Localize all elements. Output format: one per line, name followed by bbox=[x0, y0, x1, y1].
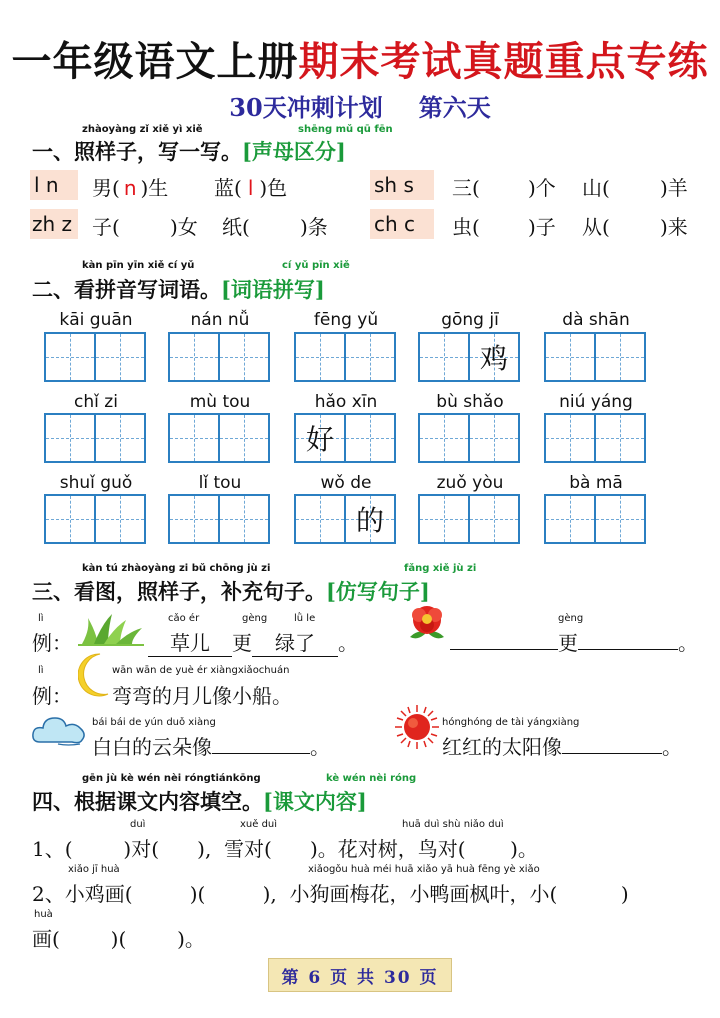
pair-zh-z: zh z bbox=[30, 209, 78, 239]
word-writing-box[interactable] bbox=[294, 413, 398, 463]
cloud-icon bbox=[30, 712, 88, 748]
q2-pinyin: hónghóng de tài yángxiàng bbox=[442, 717, 580, 728]
word-pinyin: wǒ de bbox=[320, 473, 372, 493]
writing-cell[interactable] bbox=[218, 494, 270, 544]
cell-character bbox=[96, 334, 144, 380]
q1-period: 。 bbox=[310, 735, 330, 759]
ex2-pinyin: wān wān de yuè ér xiàngxiǎochuán bbox=[112, 665, 290, 676]
cell-character bbox=[46, 334, 94, 380]
word-pinyin: zuǒ yòu bbox=[436, 473, 504, 493]
cell-character: 的 bbox=[355, 504, 384, 537]
ex1-word-caoer: 草儿 bbox=[148, 627, 232, 657]
flower-icon bbox=[404, 603, 450, 643]
writing-cell[interactable] bbox=[94, 332, 146, 382]
section2-heading bbox=[32, 274, 325, 304]
section4-heading bbox=[32, 786, 367, 816]
ex1-pinyin-caoer: cǎo ér bbox=[168, 613, 200, 624]
item-chong-post: )子 bbox=[528, 215, 556, 239]
ex1b-sentence bbox=[450, 627, 698, 656]
section3-heading-text: 三、看图，照样子，补充句子。 bbox=[32, 579, 326, 604]
subtitle-plan: 30天冲刺计划 bbox=[229, 93, 383, 122]
word-pinyin: bà mā bbox=[569, 473, 623, 493]
sun-icon bbox=[394, 704, 440, 750]
writing-cell[interactable] bbox=[344, 494, 396, 544]
line3-pinyin-hua: huà bbox=[34, 909, 53, 920]
section1-tag: [声母区分] bbox=[242, 139, 346, 164]
word-writing-box[interactable] bbox=[44, 332, 148, 382]
writing-cell[interactable] bbox=[544, 332, 596, 382]
writing-cell[interactable] bbox=[168, 332, 220, 382]
word-pinyin: gōng jī bbox=[441, 310, 499, 330]
writing-cell[interactable] bbox=[468, 494, 520, 544]
pair-ch-c: ch c bbox=[370, 209, 434, 239]
writing-cell[interactable] bbox=[44, 494, 96, 544]
writing-cell[interactable] bbox=[44, 332, 96, 382]
ex1-li-label: 例： bbox=[32, 631, 72, 655]
word-writing-box[interactable] bbox=[44, 413, 148, 463]
cell-character bbox=[170, 415, 218, 461]
ex1-sentence bbox=[148, 627, 358, 657]
item-zi-pre: 子( bbox=[92, 215, 120, 239]
item-zi-post: )女 bbox=[170, 215, 198, 239]
writing-cell[interactable] bbox=[344, 332, 396, 382]
cell-character bbox=[546, 496, 594, 542]
writing-cell[interactable] bbox=[168, 494, 220, 544]
writing-cell[interactable] bbox=[594, 332, 646, 382]
item-nan bbox=[92, 172, 168, 201]
item-nan-post: )生 bbox=[140, 176, 169, 200]
item-zhi-pre: 纸( bbox=[222, 215, 250, 239]
ex1-word-geng: 更 bbox=[232, 631, 252, 655]
ex1-pinyin-lule: lǜ le bbox=[294, 613, 316, 624]
ex1-period: 。 bbox=[338, 631, 358, 655]
word-pinyin: lǐ tou bbox=[198, 473, 242, 493]
writing-cell[interactable] bbox=[218, 332, 270, 382]
section4-tag: [课文内容] bbox=[263, 789, 367, 814]
item-lan-pre: 蓝( bbox=[214, 176, 242, 200]
word-writing-box[interactable] bbox=[168, 494, 272, 544]
writing-cell[interactable] bbox=[418, 494, 470, 544]
q2-period: 。 bbox=[662, 735, 682, 759]
writing-cell[interactable] bbox=[418, 413, 470, 463]
word-writing-box[interactable] bbox=[294, 332, 398, 382]
ex1b-pinyin-geng: gèng bbox=[558, 613, 584, 624]
ex1b-period: 。 bbox=[678, 631, 698, 655]
q1-sentence bbox=[92, 731, 330, 760]
word-writing-box[interactable] bbox=[544, 413, 648, 463]
ex1b-word-geng: 更 bbox=[558, 631, 578, 655]
pair-l-n: l n bbox=[30, 170, 78, 200]
line1-pinyin-xuedui: xuě duì bbox=[240, 819, 278, 830]
cell-character bbox=[346, 415, 394, 461]
word-writing-box[interactable] bbox=[294, 494, 398, 544]
writing-cell[interactable] bbox=[544, 494, 596, 544]
word-pinyin: bù shǎo bbox=[436, 392, 504, 412]
writing-cell[interactable] bbox=[594, 413, 646, 463]
word-writing-box[interactable] bbox=[544, 494, 648, 544]
cell-character bbox=[170, 496, 218, 542]
section2-heading-text: 二、看拼音写词语。 bbox=[32, 277, 221, 302]
writing-cell[interactable] bbox=[294, 494, 346, 544]
pair-sh-s: sh s bbox=[370, 170, 434, 200]
item-lan-post: )色 bbox=[259, 176, 288, 200]
cell-character bbox=[470, 415, 518, 461]
cell-character bbox=[170, 334, 218, 380]
section3-pinyin: kàn tú zhàoyàng zi bǔ chōng jù zi bbox=[82, 563, 271, 574]
word-pinyin: mù tou bbox=[189, 392, 251, 412]
section4-line2: 2、小鸡画( )( ), 小狗画梅花，小鸭画枫叶，小( ) bbox=[32, 882, 629, 906]
item-cong-post: )来 bbox=[660, 215, 688, 239]
writing-cell[interactable] bbox=[94, 413, 146, 463]
line1-pinyin-rest: huā duì shù niǎo duì bbox=[402, 819, 504, 830]
item-shan-post: )羊 bbox=[660, 176, 688, 200]
item-san-pre: 三( bbox=[452, 176, 480, 200]
writing-cell[interactable] bbox=[468, 413, 520, 463]
cell-character bbox=[470, 496, 518, 542]
ex1-word-lule: 绿了 bbox=[252, 627, 338, 657]
cell-character bbox=[546, 415, 594, 461]
q2-sentence bbox=[442, 731, 682, 760]
section2-tag: [词语拼写] bbox=[221, 277, 325, 302]
section1-heading-text: 一、照样子，写一写。 bbox=[32, 139, 242, 164]
word-writing-box[interactable] bbox=[44, 494, 148, 544]
item-chong-pre: 虫( bbox=[452, 215, 480, 239]
word-pinyin: chǐ zi bbox=[74, 392, 118, 412]
ex2-li-label: 例： bbox=[32, 684, 72, 708]
writing-cell[interactable] bbox=[44, 413, 96, 463]
line1-pinyin-dui: duì bbox=[130, 819, 146, 830]
section3-tag-pinyin: fǎng xiě jù zi bbox=[404, 563, 477, 574]
moon-icon bbox=[78, 652, 114, 698]
page-number-footer: 第 6 页 共 30 页 bbox=[268, 958, 452, 992]
grass-icon bbox=[78, 612, 146, 646]
section1-tag-pinyin: shēng mǔ qū fēn bbox=[298, 124, 393, 135]
writing-cell[interactable] bbox=[294, 332, 346, 382]
page-title bbox=[0, 30, 720, 87]
writing-cell[interactable] bbox=[418, 332, 470, 382]
section1-heading bbox=[32, 136, 346, 166]
cell-character: 好 bbox=[305, 423, 334, 456]
word-pinyin: fēng yǔ bbox=[313, 310, 379, 330]
q2-text: 红红的太阳像 bbox=[442, 735, 562, 759]
item-lan-answer: l bbox=[247, 176, 254, 200]
cell-character bbox=[296, 334, 344, 380]
word-pinyin: nán nǚ bbox=[190, 310, 250, 330]
word-writing-box[interactable] bbox=[418, 494, 522, 544]
writing-cell[interactable] bbox=[94, 494, 146, 544]
section4-line3: 画( )( )。 bbox=[32, 927, 205, 951]
line2-pinyin-xiaojihua: xiǎo jī huà bbox=[68, 864, 120, 875]
item-lan bbox=[214, 172, 287, 201]
section4-pinyin: gēn jù kè wén nèi róngtiánkōng bbox=[82, 773, 261, 784]
cell-character bbox=[220, 496, 268, 542]
title-part1: 一年级语文上册 bbox=[11, 38, 299, 85]
ex2-sentence: 弯弯的月儿像小船。 bbox=[112, 684, 292, 708]
ex1-pinyin-geng: gèng bbox=[242, 613, 268, 624]
section3-tag: [仿写句子] bbox=[326, 579, 430, 604]
cell-character bbox=[546, 334, 594, 380]
section3-heading bbox=[32, 576, 430, 606]
cell-character bbox=[420, 334, 468, 380]
item-zhi-post: )条 bbox=[300, 215, 328, 239]
line2-pinyin-rest: xiǎogǒu huà méi huā xiǎo yā huà fēng yè xiǎo bbox=[308, 864, 540, 875]
cell-character bbox=[96, 415, 144, 461]
word-writing-box[interactable] bbox=[544, 332, 648, 382]
writing-cell[interactable] bbox=[218, 413, 270, 463]
cell-character bbox=[596, 334, 644, 380]
cell-character bbox=[96, 496, 144, 542]
section2-tag-pinyin: cí yǔ pīn xiě bbox=[282, 260, 350, 271]
writing-cell[interactable] bbox=[294, 413, 346, 463]
word-writing-box[interactable] bbox=[168, 413, 272, 463]
cell-character bbox=[420, 496, 468, 542]
item-nan-pre: 男( bbox=[92, 176, 120, 200]
ex2-li-pinyin: lì bbox=[38, 665, 44, 676]
cell-character bbox=[220, 415, 268, 461]
cell-character bbox=[346, 334, 394, 380]
writing-cell[interactable] bbox=[344, 413, 396, 463]
cell-character bbox=[420, 415, 468, 461]
section4-line1: 1、( )对( ), 雪对( )。花对树，鸟对( )。 bbox=[32, 837, 538, 861]
q1-text: 白白的云朵像 bbox=[92, 735, 212, 759]
cell-character bbox=[596, 415, 644, 461]
word-writing-box[interactable] bbox=[168, 332, 272, 382]
cell-character: 鸡 bbox=[479, 342, 508, 375]
item-shan-pre: 山( bbox=[582, 176, 610, 200]
word-writing-box[interactable] bbox=[418, 413, 522, 463]
cell-character bbox=[46, 415, 94, 461]
writing-cell[interactable] bbox=[594, 494, 646, 544]
section4-heading-text: 四、根据课文内容填空。 bbox=[32, 789, 263, 814]
writing-cell[interactable] bbox=[168, 413, 220, 463]
word-pinyin: kāi guān bbox=[59, 310, 133, 330]
word-pinyin: shuǐ guǒ bbox=[59, 473, 133, 493]
word-pinyin: dà shān bbox=[562, 310, 630, 330]
item-san-post: )个 bbox=[528, 176, 556, 200]
item-nan-answer: n bbox=[123, 176, 137, 200]
subtitle-day: 第六天 bbox=[418, 93, 491, 122]
writing-cell[interactable] bbox=[544, 413, 596, 463]
ex1-li-pinyin: lì bbox=[38, 613, 44, 624]
section2-pinyin: kàn pīn yīn xiě cí yǔ bbox=[82, 260, 195, 271]
word-pinyin: hǎo xīn bbox=[314, 392, 378, 412]
item-cong-pre: 从( bbox=[582, 215, 610, 239]
writing-cell[interactable] bbox=[468, 332, 520, 382]
q1-pinyin: bái bái de yún duǒ xiàng bbox=[92, 717, 216, 728]
cell-character bbox=[46, 496, 94, 542]
section4-tag-pinyin: kè wén nèi róng bbox=[326, 773, 417, 784]
section1-pinyin: zhàoyàng zǐ xiě yì xiě bbox=[82, 124, 203, 135]
word-writing-box[interactable] bbox=[418, 332, 522, 382]
cell-character bbox=[296, 496, 344, 542]
word-pinyin: niú yáng bbox=[559, 392, 633, 412]
cell-character bbox=[220, 334, 268, 380]
page-subtitle bbox=[0, 88, 720, 123]
cell-character bbox=[596, 496, 644, 542]
title-part2: 期末考试真题重点专练 bbox=[298, 38, 709, 85]
